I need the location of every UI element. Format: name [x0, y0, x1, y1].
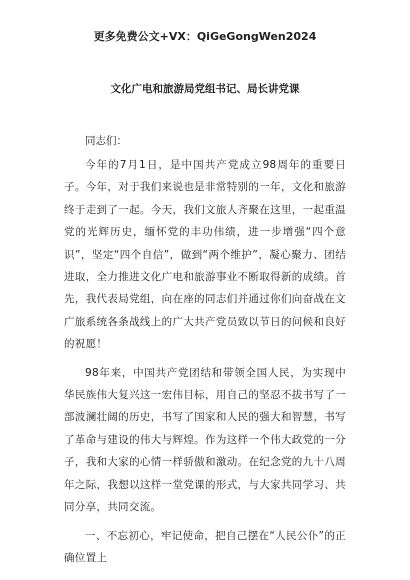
paragraph: 98年来，中国共产党团结和带领全国人民，为实现中华民族伟大复兴这一宏伟目标，用自己的坚忍不拔书写了一部波澜壮阔的历史，书写了国家和人民的强大和智慧，书写了革命与建设的伟大与辉煌。作为这样一个伟大政党的一分子，我和大家的心情一样骄傲和激动。在纪念党的九十八周年之际，我想以这样一堂党课的形式，与大家共同学习、共同分享，共同交流。 [64, 366, 346, 514]
document-title: 文化广电和旅游局党组书记、局长讲党课 [110, 83, 300, 95]
section-heading: 一、不忘初心，牢记使命，把自己摆在“人民公仆”的正确位置上 [64, 529, 346, 564]
header-note: 更多免费公文+VX：QiGeGongWen2024 [93, 30, 317, 43]
salutation: 同志们： [85, 135, 127, 147]
paragraph: 今年的7月1日，是中国共产党成立98周年的重要日子。今年，对于我们来说也是非常特别的一年，文化和旅游终于走到了一起。今天，我们文旅人齐聚在这里，一起重温党的光辉历史，缅怀党的丰功伟绩，进一步增强“四个意识”，坚定“四个自信”，做到“两个维护”，凝心聚力、团结进取，全力推进文化广电和旅游事业不断取得新的成绩。首先，我代表局党组，向在座的同志们并通过你们向奋战在文广旅系统各条战线上的广大共产党员致以节日的问候和良好的祝愿！ [64, 159, 346, 351]
